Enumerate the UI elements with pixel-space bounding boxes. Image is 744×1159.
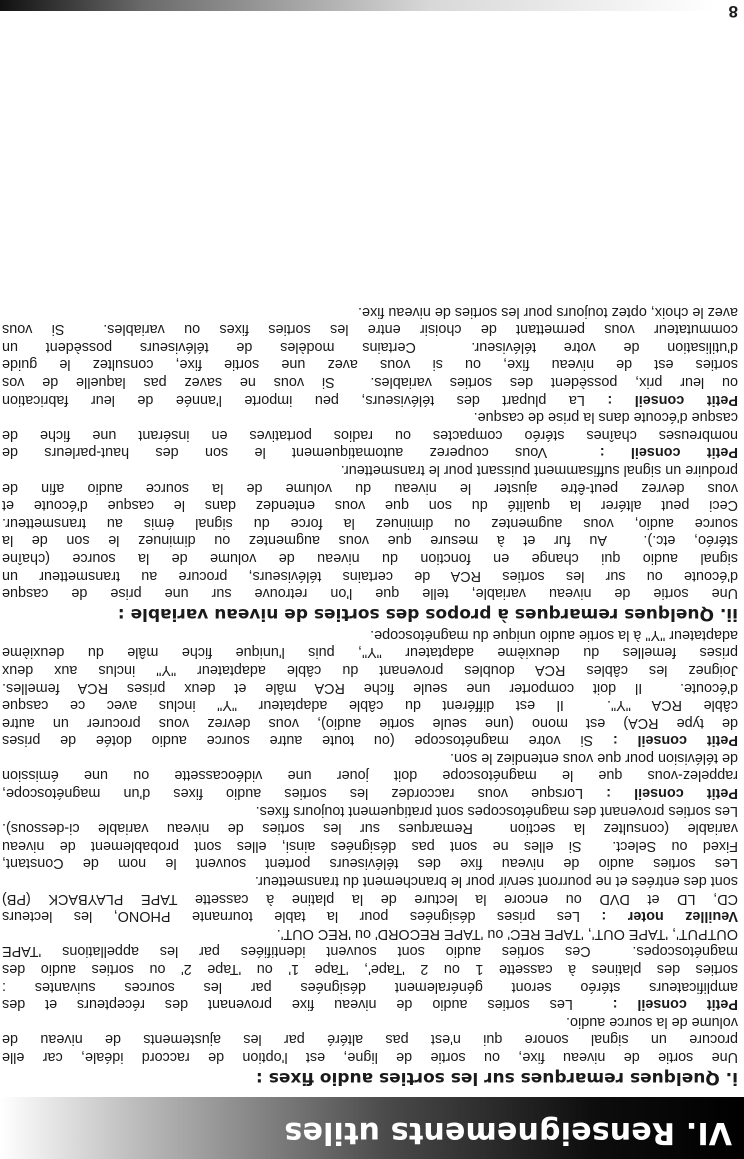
line-text: Vous couperez automatiquement le son des haut-parleurs de bbox=[1, 444, 600, 461]
tip-paragraph bbox=[2, 924, 738, 1012]
line-text: CD, LD et DVD ou encore la lecture de la platine à cassette TAPE PLAYBACK (PB) bbox=[2, 890, 738, 907]
text-line bbox=[2, 625, 738, 643]
text-line bbox=[2, 643, 738, 661]
page-number: 8 bbox=[728, 2, 738, 21]
text-line bbox=[2, 320, 738, 338]
page-content bbox=[2, 302, 738, 1089]
text-line bbox=[2, 660, 738, 678]
section-heading: ii. Quelques remarques à propos des sorties de niveau variable : bbox=[117, 604, 738, 625]
text-line bbox=[2, 337, 738, 355]
line-text: d'écoute. Il doit comporter une seule fiche RCA mâle et deux prises RCA femelles. bbox=[2, 679, 738, 696]
line-text: nombreuses chaînes stéréo compactes ou radios portatives en insérant une fiche de bbox=[2, 426, 738, 443]
line-text: Ceci peut altérer la qualité du son que vous entendez dans le casque d'écoute et bbox=[2, 497, 738, 514]
text-line bbox=[2, 889, 738, 907]
text-line bbox=[2, 1030, 738, 1048]
line-text: ou leur prix, possèdent des sorties variables. Si vous ne savez pas laquelle de vos bbox=[2, 374, 738, 391]
line-text: amplificateurs stéréo seront généralement désignées par les sources suivantes : bbox=[2, 978, 738, 995]
text-line bbox=[2, 924, 738, 942]
text-line bbox=[2, 390, 738, 408]
text-line bbox=[2, 1047, 738, 1065]
text-line bbox=[2, 748, 738, 766]
tip-paragraph bbox=[2, 748, 738, 801]
line-text: Fixed ou Select. Si elles ne sont pas désignées ainsi, elles sont probablement de niveau bbox=[2, 837, 738, 854]
line-text: Les sorties audio de niveau fixe des téléviseurs portent souvent le nom de Constant, bbox=[2, 855, 738, 872]
line-text: OUTPUT', 'TAPE OUT', 'TAPE REC' ou 'TAPE RECORD' ou 'REC OUT'. bbox=[276, 925, 738, 942]
tip-paragraph bbox=[2, 302, 738, 408]
text-line bbox=[2, 942, 738, 960]
text-line bbox=[2, 854, 738, 872]
text-line bbox=[2, 1012, 738, 1030]
line-text: prises femelles du deuxième adaptateur "Y", puis l'unique fiche mâle du deuxième bbox=[2, 644, 738, 661]
body-paragraph bbox=[2, 460, 738, 601]
text-line bbox=[2, 408, 738, 426]
tip-label: Petit conseil : bbox=[599, 444, 738, 461]
line-text: Une sortie de niveau fixe, ou sortie de ligne, est l'option de raccord idéale, car elle bbox=[2, 1049, 738, 1065]
line-text: de télévision pour que vous entendiez le son. bbox=[449, 749, 738, 766]
line-text: sont des entrées et ne pourront servir pour le branchement du transmetteur. bbox=[254, 873, 738, 890]
line-text: stéréo, etc.). Au fur et à mesure que vous augmentez ou diminuez le son de la bbox=[2, 532, 738, 549]
line-text: magnétoscopes. Ces sorties audio sont souvent identifiées par les appellations 'TAPE bbox=[2, 943, 738, 960]
text-line bbox=[2, 731, 738, 749]
tip-paragraph bbox=[2, 625, 738, 748]
text-line bbox=[2, 766, 738, 784]
chapter-title: VI. Renseignements utiles bbox=[284, 1115, 732, 1150]
line-text: d'utilisation de votre téléviseur. Certains modèles de téléviseurs possèdent un bbox=[2, 338, 738, 355]
line-text: rappelez-vous que le magnétoscope doit jouer une vidéocassette ou une émission bbox=[2, 767, 738, 784]
section bbox=[2, 302, 738, 625]
line-text: câble RCA "Y". Il est différent du câble adaptateur "Y" inclus avec ce casque bbox=[2, 697, 738, 714]
chapter-title-bar bbox=[0, 1097, 744, 1159]
line-text: Joignez les câbles RCA doubles provenant du câble adaptateur "Y" inclus aux deux bbox=[2, 661, 738, 678]
tip-label: Veuillez noter : bbox=[601, 908, 738, 925]
tip-label: Petit conseil : bbox=[612, 996, 738, 1013]
text-line bbox=[2, 425, 738, 443]
line-text: Une sortie de niveau variable, telle que l'on retrouve sur une prise de casque bbox=[2, 585, 738, 602]
line-text: sorties des platines à cassette 1 ou 2 'Tape', 'Tape 1' ou 'Tape 2' ou sorties audio des bbox=[2, 961, 738, 978]
line-text: adaptateur "Y" à la sortie audio unique du magnétoscope. bbox=[370, 626, 738, 643]
text-line bbox=[2, 801, 738, 819]
line-text: procure un signal sonore qui n'est pas altéré par les ajustements de niveau de bbox=[2, 1031, 738, 1048]
line-text: sorties est de niveau fixe, ou si vous avez une sortie fixe, consultez le guide bbox=[2, 356, 738, 373]
text-line bbox=[2, 907, 738, 925]
text-line bbox=[2, 784, 738, 802]
text-line bbox=[2, 566, 738, 584]
text-line bbox=[2, 548, 738, 566]
text-line bbox=[2, 995, 738, 1013]
tip-label: Petit conseil : bbox=[612, 732, 738, 749]
line-text: vous devrez peut-être ajuster le niveau du volume de la source audio afin de bbox=[2, 479, 738, 496]
section bbox=[2, 625, 738, 1089]
line-text: produire un signal suffisamment puissant pour le transmetteur. bbox=[340, 462, 738, 478]
body-paragraph bbox=[2, 801, 738, 871]
text-line bbox=[2, 513, 738, 531]
tip-paragraph bbox=[2, 871, 738, 924]
text-line bbox=[2, 355, 738, 373]
text-line bbox=[2, 460, 738, 478]
text-line bbox=[2, 496, 738, 514]
text-line bbox=[2, 443, 738, 461]
tip-paragraph bbox=[2, 408, 738, 461]
line-text: Les prises désignées pour la table tournante PHONO, les lecteurs bbox=[1, 908, 602, 925]
text-line bbox=[2, 836, 738, 854]
line-text: d'écoute ou sur les sorties RCA de certains téléviseurs, procure au transmetteur un bbox=[2, 567, 738, 584]
line-text: avez le choix, optez toujours pour les sorties de niveau fixe. bbox=[358, 303, 738, 320]
line-text: source audio, vous augmentez ou diminuez la force du signal émis au transmetteur. bbox=[2, 514, 738, 531]
text-line bbox=[2, 302, 738, 320]
text-line bbox=[2, 713, 738, 731]
text-line bbox=[2, 531, 738, 549]
section-heading: i. Quelques remarques sur les sorties audio fixes : bbox=[256, 1068, 738, 1088]
text-line bbox=[2, 678, 738, 696]
text-line bbox=[2, 696, 738, 714]
body-paragraph bbox=[2, 1012, 738, 1065]
text-line bbox=[2, 372, 738, 390]
line-text: Si votre magnétoscope (ou toute autre source audio dotée de prises bbox=[2, 732, 613, 749]
line-text: variable (consultez la section Remarques sur les sorties de niveau variable ci-dessous). bbox=[2, 820, 738, 837]
line-text: de type RCA) est mono (une seule sortie audio), vous devrez vous procurer un autre bbox=[2, 714, 738, 731]
line-text: signal audio qui change en fonction du niveau de volume de la source (chaîne bbox=[2, 549, 738, 566]
line-text: casque d'écoute dans la prise de casque. bbox=[473, 409, 738, 426]
text-line bbox=[2, 977, 738, 995]
line-text: Les sorties audio de niveau fixe provenant des récepteurs et des bbox=[2, 996, 613, 1013]
text-line bbox=[2, 871, 738, 889]
text-line bbox=[2, 584, 738, 602]
text-line bbox=[2, 478, 738, 496]
text-line bbox=[2, 959, 738, 977]
line-text: commutateur vous permettant de choisir entre les sorties fixes ou variables. Si vous bbox=[2, 321, 738, 338]
line-text: La plupart des téléviseurs, peu importe l'année de leur fabrication bbox=[2, 391, 608, 408]
tip-label: Petit conseil : bbox=[606, 785, 738, 802]
line-text: Lorsque vous raccordez les sorties audio fixes d'un magnétoscope, bbox=[2, 785, 607, 802]
line-text: volume de la source audio. bbox=[566, 1013, 738, 1030]
line-text: Les sorties provenant des magnétoscopes sont pratiquement toujours fixes. bbox=[255, 802, 738, 819]
text-line bbox=[2, 819, 738, 837]
tip-label: Petit conseil : bbox=[607, 391, 738, 408]
footer-gradient-bar bbox=[0, 0, 716, 11]
